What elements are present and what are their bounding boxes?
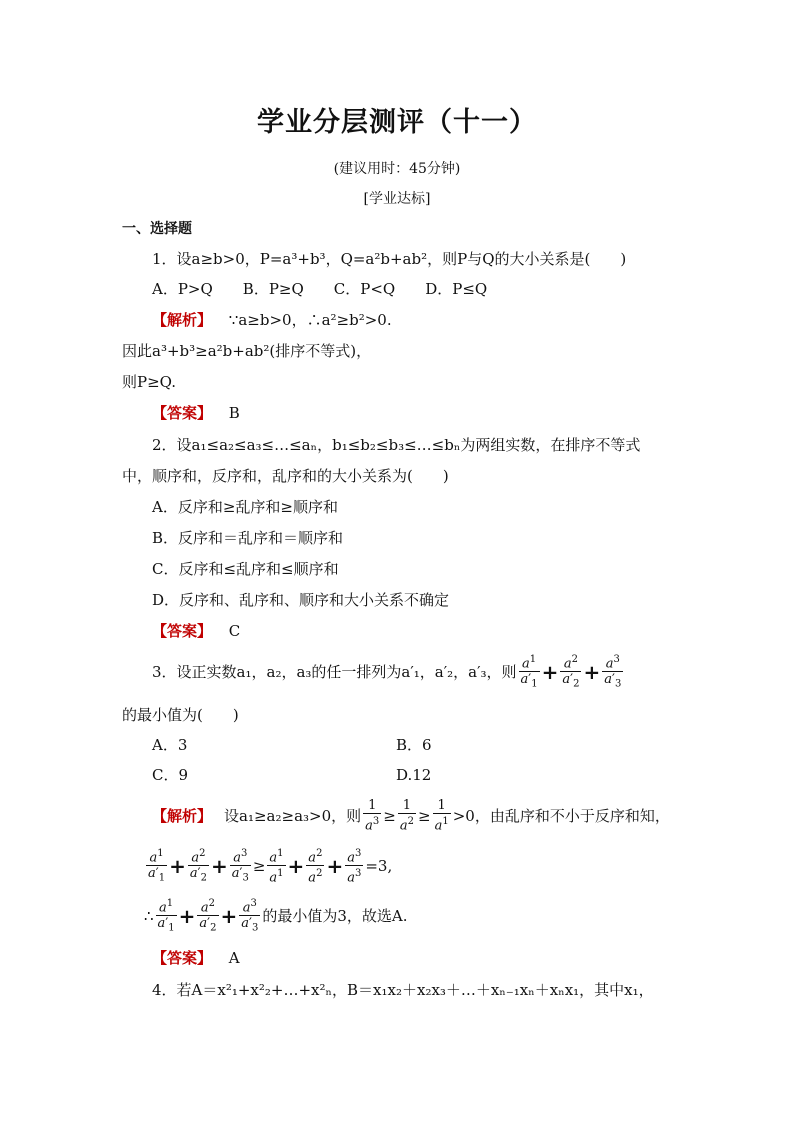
q3-analysis-line-2: $\frac{a^1}{a'_1}$ + $\frac{a^2}{a'_2}$ + $\frac{a^3}{a'_3}$ ≥ $\frac{a^1}{a^1}$ + $\frac{a^2}{a^2}$ + $\frac{a^3}{a^3}$ =3, — [148, 848, 393, 886]
q3-analysis-line-3: ∴ $\frac{a^1}{a'_1}$ + $\frac{a^2}{a'_2}$ + $\frac{a^3}{a'_3}$ 的最小值为3，故选A. — [144, 898, 408, 934]
fraction-a3: $\frac{a^3}{a'_3}$ — [604, 654, 622, 690]
fraction-1-over-a2: $\frac{1}{a^2}$ — [399, 798, 414, 834]
q2-option-d: D．反序和、乱序和、顺序和大小关系不确定 — [152, 591, 450, 609]
q3-analysis-2: =3, — [365, 856, 393, 875]
q3-option-b: B．6 — [396, 736, 432, 754]
q3-stem-2: 的最小值为( ) — [122, 706, 239, 724]
q2-stem-2: 中，顺序和，反序和，乱序和的大小关系为( ) — [122, 467, 449, 485]
q3-analysis-1: 设a₁≥a₂≥a₃>0，则 — [224, 807, 362, 826]
time-note: (建议用时：45分钟) — [333, 161, 461, 177]
q3-option-a: A．3 — [152, 736, 188, 754]
q3-analysis-3: 的最小值为3，故选A. — [262, 907, 408, 926]
q2-stem-1: 2．设a₁≤a₂≤a₃≤…≤aₙ，b₁≤b₂≤b₃≤…≤bₙ为两组实数，在排序不等式 — [152, 436, 641, 454]
q1-answer-tag: 【答案】 — [152, 404, 213, 422]
q1-analysis-1: ∵a≥b>0，∴a²≥b²>0. — [228, 311, 392, 329]
q2-answer: C — [228, 622, 241, 640]
q1-options: A．P>Q B．P≥Q C．P<Q D．P≤Q — [152, 280, 488, 298]
fraction-a1: $\frac{a^1}{a'_1}$ — [520, 654, 538, 690]
section-heading: 一、选择题 — [122, 221, 192, 237]
q3-option-d: D.12 — [396, 766, 432, 784]
page-title: 学业分层测评（十一） — [257, 107, 537, 138]
q3-analysis-line-1: 【解析】 设a₁≥a₂≥a₃>0，则 $\frac{1}{a^3}$ ≥ $\frac{1}{a^2}$ ≥ $\frac{1}{a^1}$ >0 ，由乱序和不小于反序和知， — [152, 798, 670, 834]
q1-analysis-2: 因此a³+b³≥a²b+ab²(排序不等式)， — [122, 342, 372, 360]
q1-answer: B — [228, 404, 240, 422]
therefore-symbol: ∴ — [144, 906, 154, 925]
q3-answer-tag: 【答案】 — [152, 949, 213, 967]
level-label: [学业达标] — [363, 191, 431, 207]
q1-stem: 1．设a≥b>0，P=a³+b³，Q=a²b+ab²，则P与Q的大小关系是( ) — [152, 250, 627, 268]
fraction-a2: $\frac{a^2}{a'_2}$ — [562, 654, 580, 690]
q3-analysis-1b: ，由乱序和不小于反序和知， — [474, 807, 670, 826]
q2-option-b: B．反序和＝乱序和＝顺序和 — [152, 529, 344, 547]
fraction-1-over-a1: $\frac{1}{a^1}$ — [434, 798, 449, 834]
q3-analysis-tag: 【解析】 — [152, 807, 213, 826]
q2-option-a: A．反序和≥乱序和≥顺序和 — [152, 498, 338, 516]
q3-option-c: C．9 — [152, 766, 189, 784]
q1-analysis-tag: 【解析】 — [152, 311, 213, 329]
q4-stem: 4．若A＝x²₁+x²₂+…+x²ₙ，B＝x₁x₂＋x₂x₃＋…＋xₙ₋₁xₙ＋xₙx₁，其中x₁， — [152, 981, 654, 999]
q1-analysis-3: 则P≥Q. — [122, 373, 176, 391]
q3-stem-1: 3．设正实数a₁，a₂，a₃的任一排列为a′₁，a′₂，a′₃，则 — [152, 663, 517, 682]
q2-option-c: C．反序和≤乱序和≤顺序和 — [152, 560, 339, 578]
q2-answer-tag: 【答案】 — [152, 622, 213, 640]
q3-answer: A — [228, 949, 240, 967]
fraction-1-over-a3: $\frac{1}{a^3}$ — [365, 798, 380, 834]
q3-stem-line: 3．设正实数a₁，a₂，a₃的任一排列为a′₁，a′₂，a′₃，则 $\frac{a^1}{a'_1}$ + $\frac{a^2}{a'_2}$ + $\frac{a^3}{a'_3}$ — [152, 654, 622, 690]
